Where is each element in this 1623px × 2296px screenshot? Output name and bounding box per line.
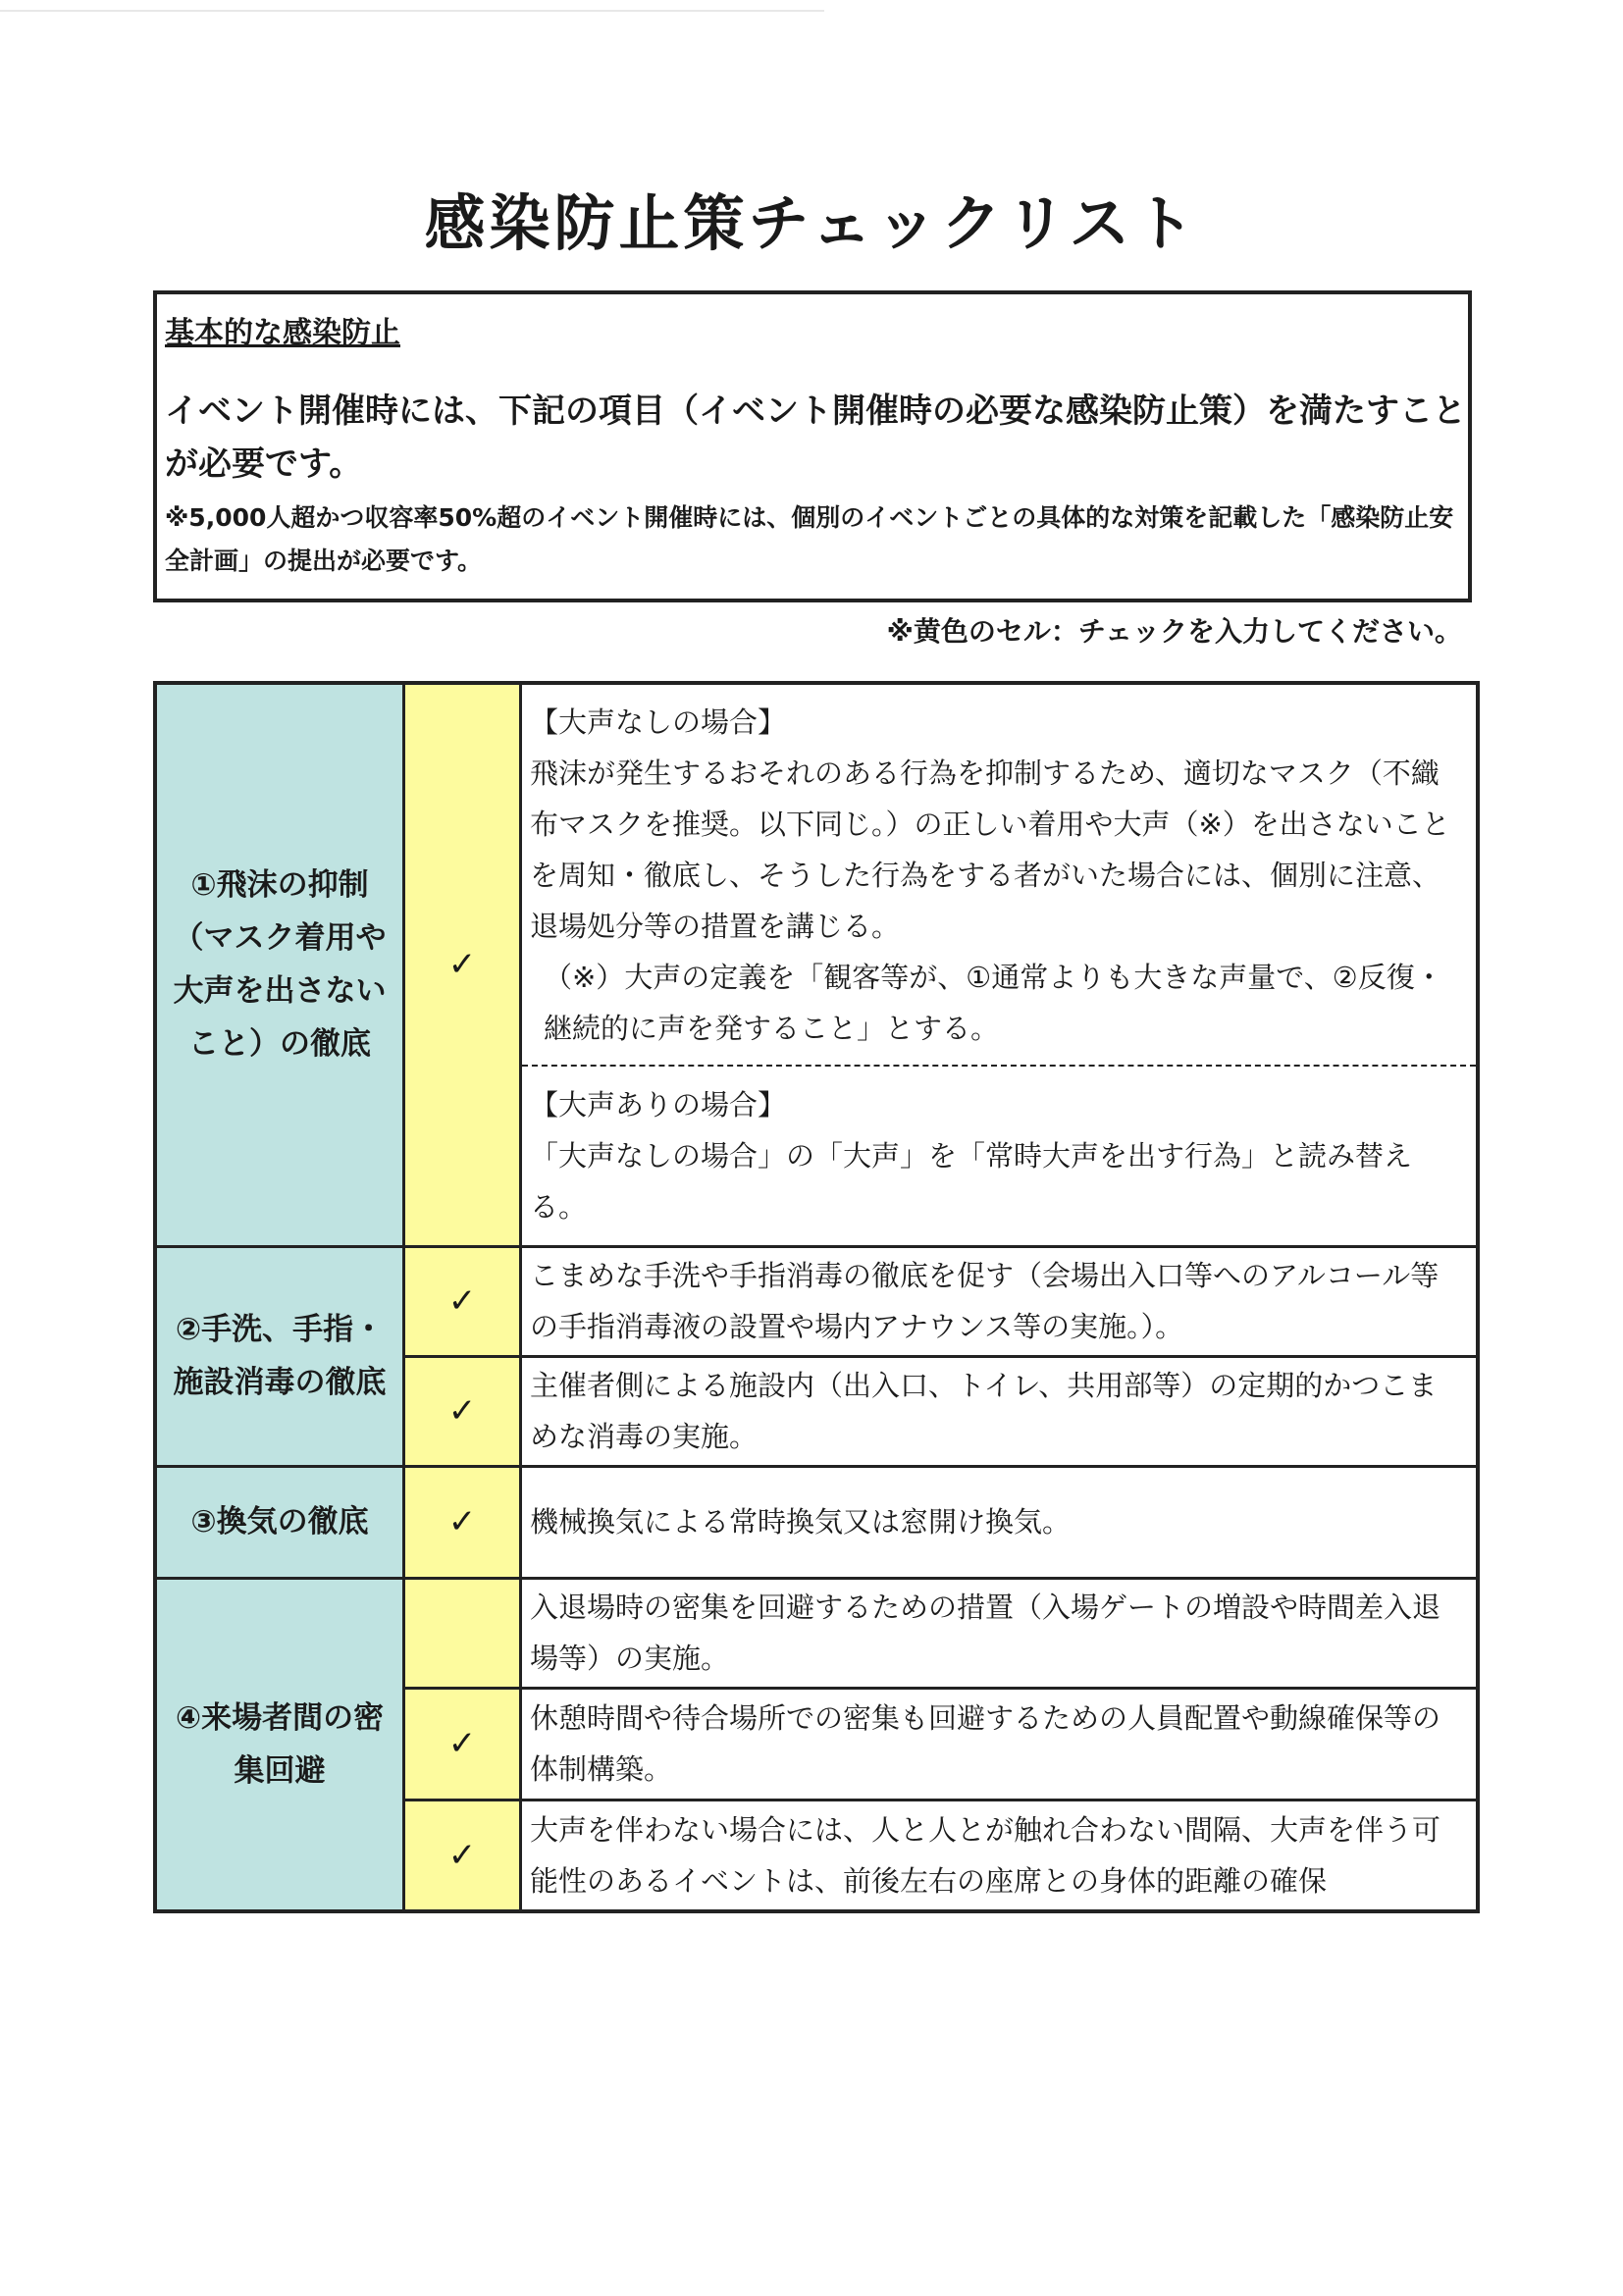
- check-cell[interactable]: ✓: [404, 1356, 521, 1466]
- intro-heading: 基本的な感染防止: [165, 316, 400, 350]
- item-heading: 【大声ありの場合】: [530, 1087, 787, 1122]
- item-description: 休憩時間や待合場所での密集も回避するための人員配置や動線確保等の体制構築。: [521, 1688, 1479, 1800]
- item-text: 飛沫が発生するおそれのある行為を抑制するため、適切なマスク（不織布マスクを推奨。以下同じ。）の正しい着用や大声（※）を出さないことを周知・徹底し、そうした行為をする者がいた場合には、個別に注意、退場処分等の措置を講じる。: [530, 756, 1450, 943]
- check-cell[interactable]: [404, 1578, 521, 1688]
- table-row: [155, 683, 1478, 1066]
- category-cell: [155, 683, 404, 1246]
- intro-note-text: ※5,000人超かつ収容率50%超のイベント開催時には、個別のイベントごとの具体的な対策を記載した「感染防止安全計画」の提出が必要です。: [165, 503, 1454, 575]
- table-row: [155, 1578, 1478, 1688]
- category-label: ②手洗、手指・施設消毒の徹底: [173, 1312, 387, 1400]
- item-description: 機械換気による常時換気又は窓開け換気。: [521, 1466, 1479, 1578]
- category-cell: [155, 1246, 404, 1466]
- page-title: 感染防止策チェックリスト: [424, 187, 1199, 259]
- yellow-cell-note: ※黄色のセル：チェックを入力してください。: [886, 615, 1462, 648]
- intro-box: [153, 290, 1472, 602]
- item-note: （※）大声の定義を「観客等が、①通常よりも大きな声量で、②反復・継続的に声を発すること」とする。: [544, 960, 1443, 1045]
- category-label: ④来場者間の密集回避: [175, 1699, 385, 1789]
- scan-artifact-line: [0, 10, 824, 12]
- check-cell[interactable]: ✓: [404, 683, 521, 1246]
- category-cell: [155, 1578, 404, 1911]
- table-row: [155, 1246, 1478, 1356]
- check-cell[interactable]: ✓: [404, 1688, 521, 1800]
- item-description: こまめな手洗や手指消毒の徹底を促す（会場出入口等へのアルコール等の手指消毒液の設置や場内アナウンス等の実施。）。: [521, 1246, 1479, 1356]
- item-description: [521, 1066, 1479, 1246]
- item-heading: 【大声なしの場合】: [530, 704, 787, 739]
- item-description: [521, 683, 1479, 1066]
- intro-main-text: イベント開催時には、下記の項目（イベント開催時の必要な感染防止策）を満たすことが必要です。: [165, 391, 1466, 484]
- checklist-table: [153, 681, 1480, 1913]
- item-description: 主催者側による施設内（出入口、トイレ、共用部等）の定期的かつこまめな消毒の実施。: [521, 1356, 1479, 1466]
- category-label: ③換気の徹底: [190, 1504, 369, 1539]
- item-text: 「大声なしの場合」の「大声」を「常時大声を出す行為」と読み替える。: [530, 1138, 1413, 1224]
- check-cell[interactable]: ✓: [404, 1800, 521, 1911]
- check-cell[interactable]: ✓: [404, 1246, 521, 1356]
- category-cell: [155, 1466, 404, 1578]
- category-label: ①飛沫の抑制（マスク着用や大声を出さないこと）の徹底: [173, 867, 387, 1063]
- item-description: 入退場時の密集を回避するための措置（入場ゲートの増設や時間差入退場等）の実施。: [521, 1578, 1479, 1688]
- item-description: 大声を伴わない場合には、人と人とが触れ合わない間隔、大声を伴う可能性のあるイベントは、前後左右の座席との身体的距離の確保: [521, 1800, 1479, 1911]
- table-row: [155, 1466, 1478, 1578]
- check-cell[interactable]: ✓: [404, 1466, 521, 1578]
